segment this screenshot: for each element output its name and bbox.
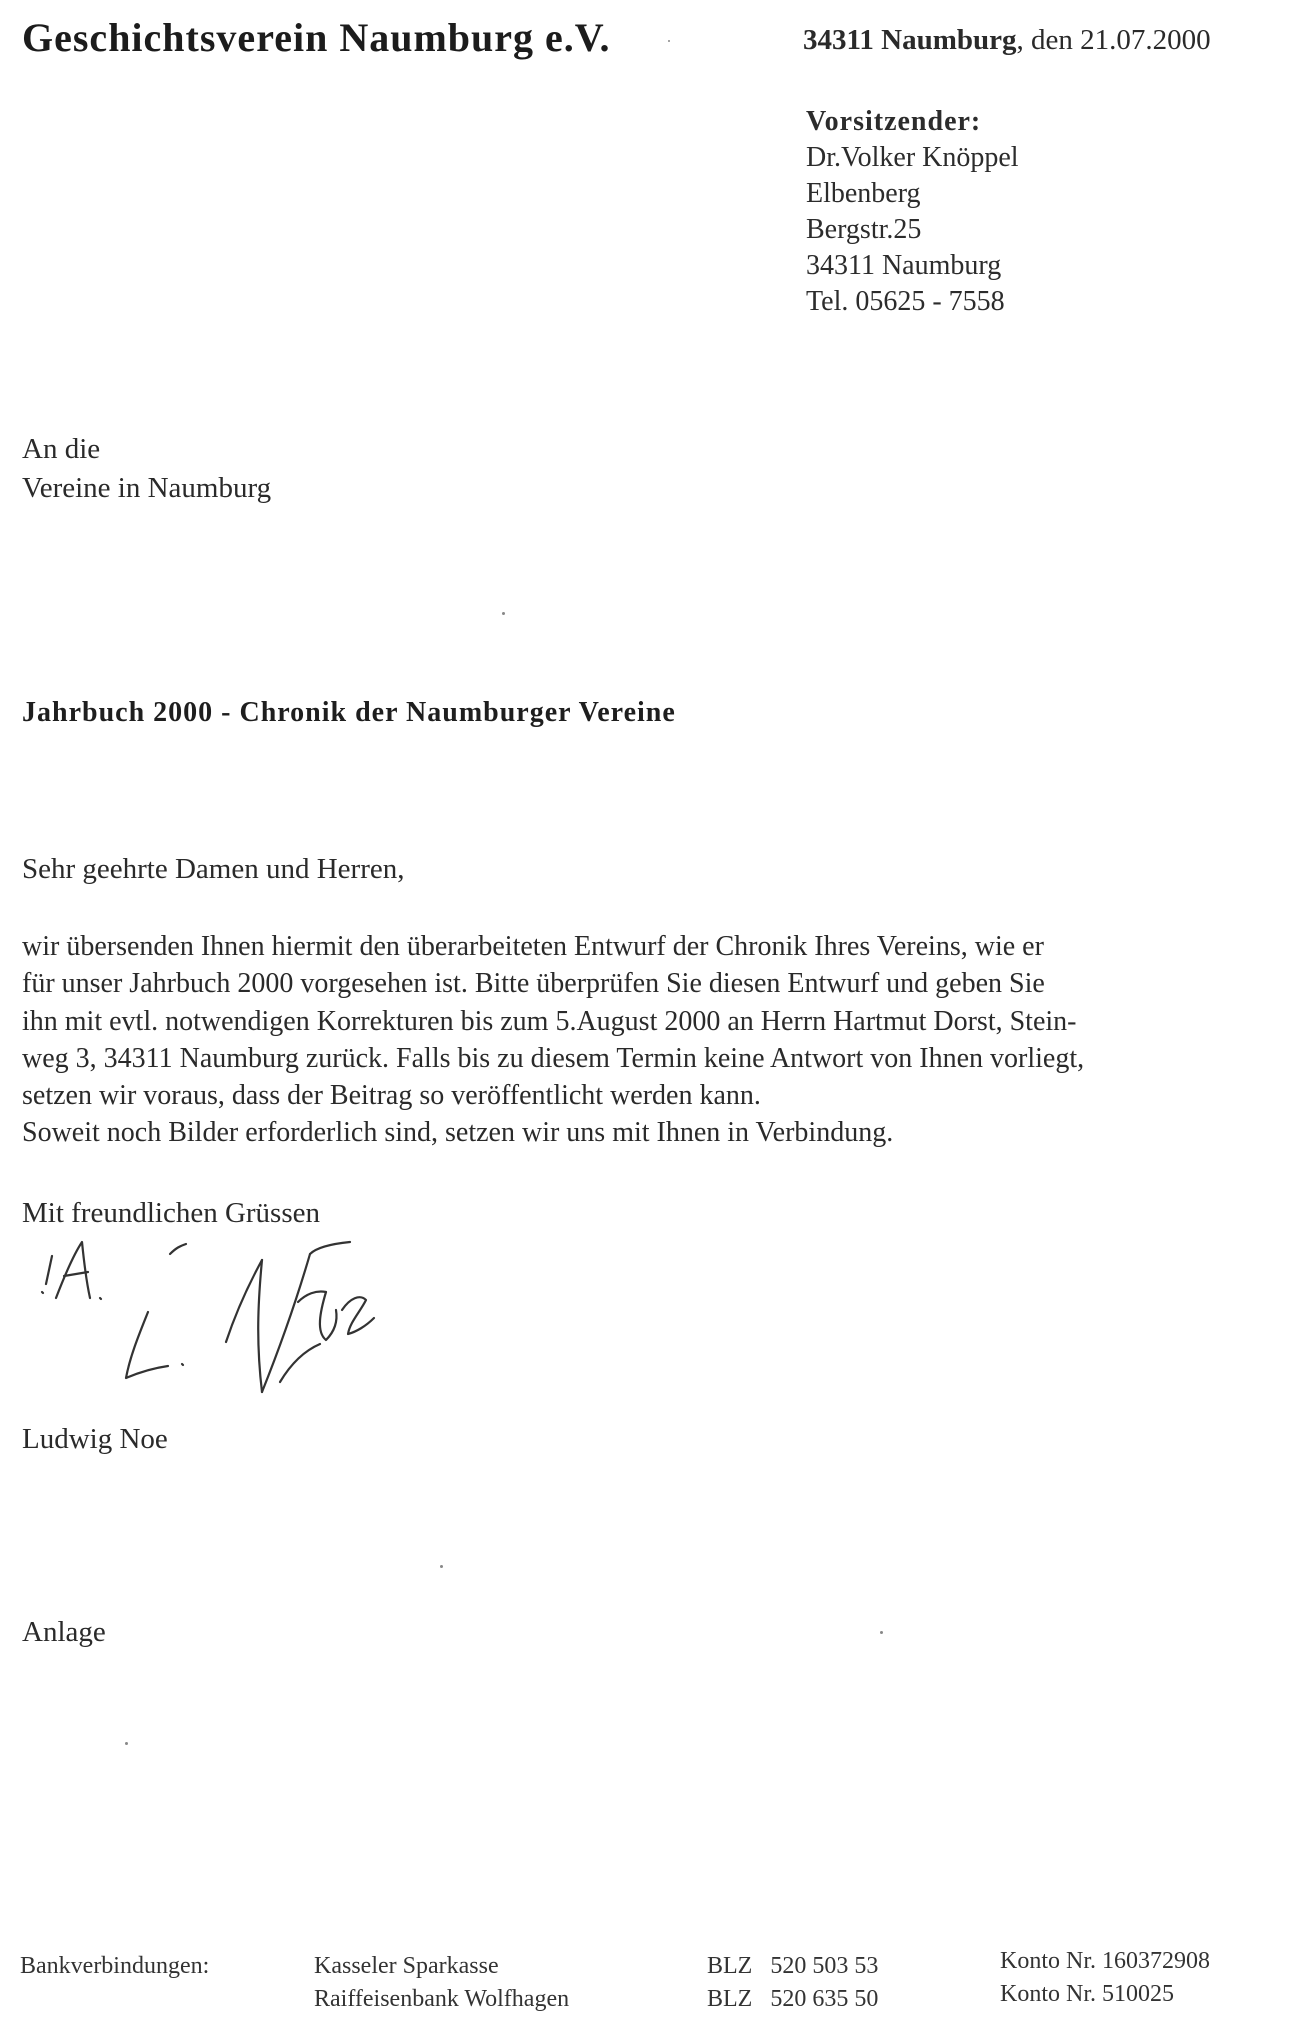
attachment-note: Anlage bbox=[22, 1616, 106, 1648]
chair-street: Bergstr.25 bbox=[806, 214, 922, 245]
bank-codes bbox=[707, 1950, 878, 2016]
body-line: ihn mit evtl. notwendigen Korrekturen bis zum 5.August 2000 an Herrn Hartmut Dorst, Stein- bbox=[22, 1005, 1077, 1037]
chair-role: Vorsitzender: bbox=[806, 106, 982, 137]
chair-phone: Tel. 05625 - 7558 bbox=[806, 286, 1005, 317]
body-line: Soweit noch Bilder erforderlich sind, setzen wir uns mit Ihnen in Verbindung. bbox=[22, 1117, 894, 1149]
date: , den 21.07.2000 bbox=[1016, 24, 1211, 56]
place: 34311 Naumburg bbox=[803, 24, 1017, 56]
bank-account: Konto Nr. 510025 bbox=[1000, 1981, 1174, 2007]
recipient-line: An die bbox=[22, 433, 101, 465]
bank-name: Raiffeisenbank Wolfhagen bbox=[314, 1986, 570, 2012]
body-line: wir übersenden Ihnen hiermit den überarbeiteten Entwurf der Chronik Ihres Vereins, wie er bbox=[22, 931, 1044, 962]
salutation: Sehr geehrte Damen und Herren, bbox=[22, 853, 405, 885]
bank-accounts bbox=[1000, 1945, 1210, 2011]
bank-names bbox=[314, 1950, 569, 2016]
chair-city: 34311 Naumburg bbox=[806, 250, 1002, 281]
scan-speck bbox=[668, 40, 670, 42]
bank-name: Kasseler Sparkasse bbox=[314, 1953, 499, 1979]
scan-speck bbox=[502, 612, 505, 615]
chair-district: Elbenberg bbox=[806, 178, 921, 209]
scan-speck bbox=[440, 1565, 443, 1568]
recipient-line: Vereine in Naumburg bbox=[22, 472, 272, 504]
letter-body bbox=[22, 928, 1084, 1152]
closing: Mit freundlichen Grüssen bbox=[22, 1197, 320, 1229]
body-line: setzen wir voraus, dass der Beitrag so veröffentlicht werden kann. bbox=[22, 1080, 761, 1112]
bank-label: Bankverbindungen: bbox=[20, 1953, 210, 1979]
signer-name: Ludwig Noe bbox=[22, 1423, 168, 1455]
chair-address-block bbox=[806, 104, 1019, 320]
handwritten-signature bbox=[30, 1232, 410, 1402]
scan-speck bbox=[880, 1631, 883, 1634]
bank-code: BLZ 520 503 53 bbox=[707, 1953, 879, 1979]
body-line: weg 3, 34311 Naumburg zurück. Falls bis zu diesem Termin keine Antwort von Ihnen vorliegt, bbox=[22, 1042, 1085, 1074]
bank-account: Konto Nr. 160372908 bbox=[1000, 1948, 1210, 1974]
body-line: für unser Jahrbuch 2000 vorgesehen ist. Bitte überprüfen Sie diesen Entwurf und geben Sie bbox=[22, 968, 1045, 1000]
chair-name: Dr.Volker Knöppel bbox=[806, 142, 1019, 173]
place-date-line bbox=[803, 24, 1211, 57]
bank-code: BLZ 520 635 50 bbox=[707, 1986, 879, 2012]
recipient-block bbox=[22, 430, 271, 508]
subject-line: Jahrbuch 2000 - Chronik der Naumburger Vereine bbox=[22, 697, 676, 728]
organization-name: Geschichtsverein Naumburg e.V. bbox=[22, 15, 611, 60]
scan-speck bbox=[125, 1742, 128, 1745]
